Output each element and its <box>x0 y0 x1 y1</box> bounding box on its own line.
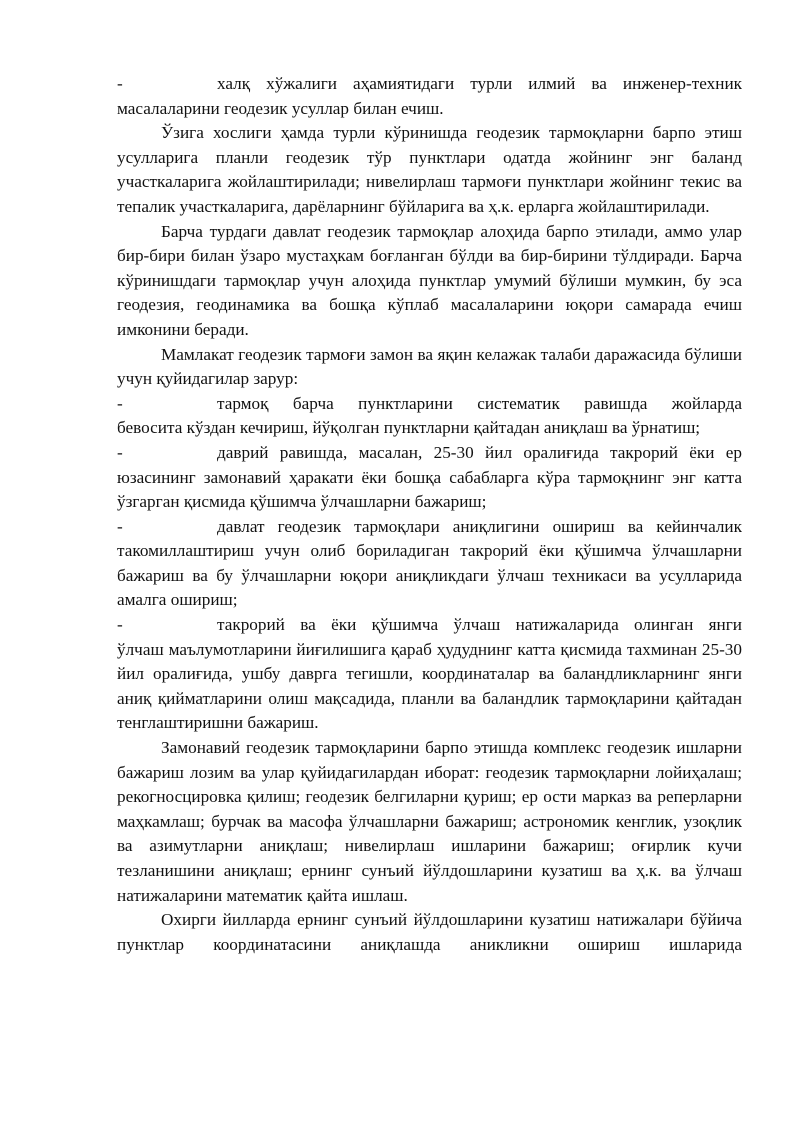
list-item <box>117 72 742 121</box>
list-item-first-line: тармоқ барча пунктларини систематик равишда жойларда <box>217 393 742 413</box>
list-item-first-line: такрорий ва ёки қўшимча ўлчаш натижаларида олинган янги <box>217 615 742 635</box>
list-item <box>117 515 742 613</box>
list-item-continuation: юзасининг замонавий ҳаракати ёки бошқа сабабларга кўра тармоқнинг энг катта ўзгарган қисмида қўшимча ўлчашларни бажариш; <box>117 467 742 512</box>
paragraph: Барча турдаги давлат геодезик тармоқлар алоҳида барпо этилади, аммо улар бир-бири билан ўзаро мустаҳкам боғланган бўлди ва бир-бирини тўлдиради. Барча кўринишдаги тармоқлар учун алоҳида пунктлар умумий бўлиши мумкин, бу эса геодезия, геодинамика ва бошқа кўплаб масалаларини юқори самарада ечиш имконини беради. <box>117 221 742 339</box>
list-item <box>117 441 742 515</box>
list-item-first-line: давлат геодезик тармоқлари аниқлигини ошириш ва кейинчалик <box>217 516 742 536</box>
list-item-first-line: даврий равишда, масалан, 25-30 йил оралиғида такрорий ёки ер <box>217 442 742 462</box>
list-item-continuation: масалаларини геодезик усуллар билан ечиш. <box>117 98 444 118</box>
list-dash: - <box>117 442 123 462</box>
list-dash: - <box>117 393 123 413</box>
paragraph: Ўзига хослиги ҳамда турли кўринишда геодезик тармоқларни барпо этиш усулларига планли геодезик тўр пунктлари одатда жойнинг энг баланд участкаларига жойлаштирилади; нивелирлаш тармоғи пунктлари жойнинг текис ва тепалик участкаларига, дарёларнинг бўйларига ва ҳ.к. ерларга жойлаштирилади. <box>117 123 742 216</box>
paragraph: Замонавий геодезик тармоқларини барпо этишда комплекс геодезик ишларни бажариш лозим ва улар қуйидагилардан иборат: геодезик тармоқларни лойиҳалаш; рекогносцировка қилиш; геодезик белгиларни қуриш; ер ости марказ ва реперларни маҳкамлаш; бурчак ва масофа ўлчашларни бажариш; астрономик кенглик, узоқлик ва азимутларни аниқлаш; нивелирлаш ишларини бажариш; оғирлик кучи тезланишини аниқлаш; ернинг сунъий йўлдошларини кузатиш ва ҳ.к. ва ўлчаш натижаларини математик қайта ишлаш. <box>117 738 742 905</box>
list-item <box>117 613 742 736</box>
list-dash: - <box>117 516 123 536</box>
list-item-continuation: ўлчаш маълумотларини йиғилишига қараб ҳудуднинг катта қисмида тахминан 25-30 йил оралиғида, ушбу даврга тегишли, координаталар ва баландликларнинг янги аниқ қийматларини олиш мақсадида, планли ва баландлик тармоқларини қайтадан тенглаштиришни бажариш. <box>117 639 742 733</box>
list-item <box>117 392 742 441</box>
list-item-continuation: бевосита кўздан кечириш, йўқолган пунктларни қайтадан аниқлаш ва ўрнатиш; <box>117 418 701 438</box>
list-item-first-line: халқ хўжалиги аҳамиятидаги турли илмий ва инженер-техник <box>217 74 742 93</box>
list-dash: - <box>117 615 123 635</box>
paragraph: Мамлакат геодезик тармоғи замон ва яқин келажак талаби даражасида бўлиши учун қуйидагилар зарур: <box>117 344 742 389</box>
list-dash: - <box>117 74 123 93</box>
paragraph: Охирги йилларда ернинг сунъий йўлдошларини кузатиш натижалари бўйича пунктлар координатасини аниқлашда аникликни ошириш ишларида <box>117 910 742 954</box>
list-item-continuation: такомиллаштириш учун олиб бориладиган такрорий ёки қўшимча ўлчашларни бажариш ва бу ўлчашларни юқори аниқликдаги ўлчаш техникаси ва усулларида амалга ошириш; <box>117 541 742 610</box>
